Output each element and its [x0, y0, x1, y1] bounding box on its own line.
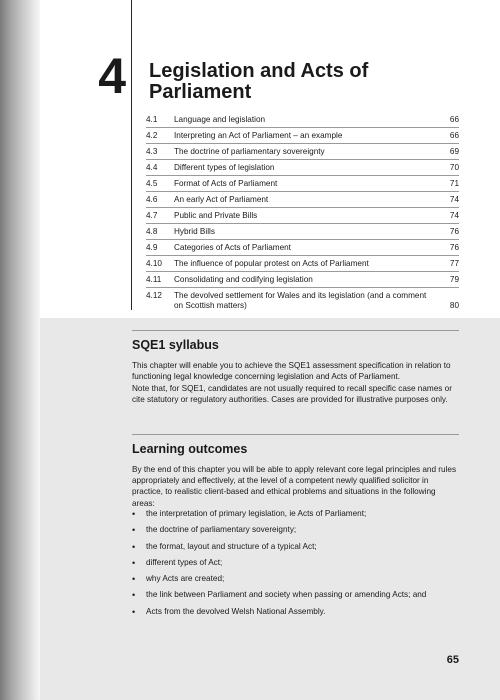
toc-row[interactable]: [146, 208, 459, 224]
list-item: • why Acts are created;: [132, 574, 459, 584]
toc-page: 71: [449, 179, 459, 188]
toc-number: 4.5: [146, 179, 158, 188]
section-divider: [132, 330, 459, 331]
list-item: • different types of Act;: [132, 558, 459, 568]
toc-page: 74: [449, 195, 459, 204]
toc-title: Format of Acts of Parliament: [174, 179, 278, 188]
toc-title: Categories of Acts of Parliament: [174, 243, 291, 252]
toc-row[interactable]: [146, 112, 459, 128]
toc-row[interactable]: [146, 144, 459, 160]
toc-title: Interpreting an Act of Parliament – an example: [174, 131, 343, 140]
toc-number: 4.9: [146, 243, 158, 252]
list-item: • Acts from the devolved Welsh National Assembly.: [132, 607, 459, 617]
toc-page: 69: [449, 147, 459, 156]
toc-number: 4.11: [146, 275, 162, 284]
toc-row[interactable]: [146, 288, 459, 313]
toc-number: 4.8: [146, 227, 158, 236]
chapter-contents: [146, 112, 459, 313]
toc-page: 77: [449, 259, 459, 268]
list-item: • the doctrine of parliamentary sovereignty;: [132, 525, 459, 535]
toc-title: The devolved settlement for Wales and its legislation (and a comment on Scottish matters): [174, 291, 427, 310]
list-item: • the link between Parliament and society when passing or amending Acts; and: [132, 590, 459, 600]
toc-page: 80: [449, 301, 459, 310]
toc-number: 4.3: [146, 147, 158, 156]
toc-number: 4.2: [146, 131, 158, 140]
chapter-vertical-rule: [131, 0, 132, 310]
outcomes-list: [132, 509, 459, 623]
syllabus-paragraph: This chapter will enable you to achieve the SQE1 assessment specification in relation to functioning legal knowledge concerning legislation and Acts of Parliament.: [132, 361, 451, 382]
toc-title: Hybrid Bills: [174, 227, 215, 236]
toc-number: 4.12: [146, 291, 162, 300]
toc-page: 70: [449, 163, 459, 172]
toc-page: 76: [449, 227, 459, 236]
toc-page: 79: [449, 275, 459, 284]
list-item: • the format, layout and structure of a typical Act;: [132, 542, 459, 552]
toc-page: 66: [449, 115, 459, 124]
toc-title: An early Act of Parliament: [174, 195, 269, 204]
toc-number: 4.4: [146, 163, 158, 172]
toc-title: Language and legislation: [174, 115, 266, 124]
toc-title: The doctrine of parliamentary sovereignty: [174, 147, 325, 156]
toc-row[interactable]: [146, 176, 459, 192]
toc-row[interactable]: [146, 272, 459, 288]
toc-page: 66: [449, 131, 459, 140]
chapter-number: 4: [98, 48, 124, 104]
toc-page: 74: [449, 211, 459, 220]
page-number: 65: [446, 654, 459, 666]
toc-title: The influence of popular protest on Acts of Parliament: [174, 259, 369, 268]
outcomes-heading: Learning outcomes: [132, 442, 248, 456]
outcomes-intro: By the end of this chapter you will be able to apply relevant core legal principles and rules appropriately and effectively, at the level of a competent newly qualified solicitor in practice, to realistic client-based and ethical problems and situations in the following areas:: [132, 465, 457, 508]
toc-number: 4.7: [146, 211, 158, 220]
toc-row[interactable]: [146, 224, 459, 240]
toc-row[interactable]: [146, 192, 459, 208]
toc-title: Different types of legislation: [174, 163, 275, 172]
toc-row[interactable]: [146, 256, 459, 272]
chapter-title: Legislation and Acts of Parliament: [149, 60, 369, 103]
page-spine-shadow: [0, 0, 40, 700]
syllabus-heading: SQE1 syllabus: [132, 338, 219, 352]
section-divider: [132, 434, 459, 435]
toc-number: 4.6: [146, 195, 158, 204]
toc-row[interactable]: [146, 128, 459, 144]
syllabus-note-paragraph: Note that, for SQE1, candidates are not usually required to recall specific case names or cite statutory or regulatory authorities. Cases are provided for illustrative purposes only.: [132, 384, 452, 405]
toc-page: 76: [449, 243, 459, 252]
toc-title: Consolidating and codifying legislation: [174, 275, 313, 284]
toc-number: 4.1: [146, 115, 158, 124]
toc-row[interactable]: [146, 240, 459, 256]
toc-title: Public and Private Bills: [174, 211, 258, 220]
toc-number: 4.10: [146, 259, 162, 268]
list-item: • the interpretation of primary legislation, ie Acts of Parliament;: [132, 509, 459, 519]
toc-row[interactable]: [146, 160, 459, 176]
